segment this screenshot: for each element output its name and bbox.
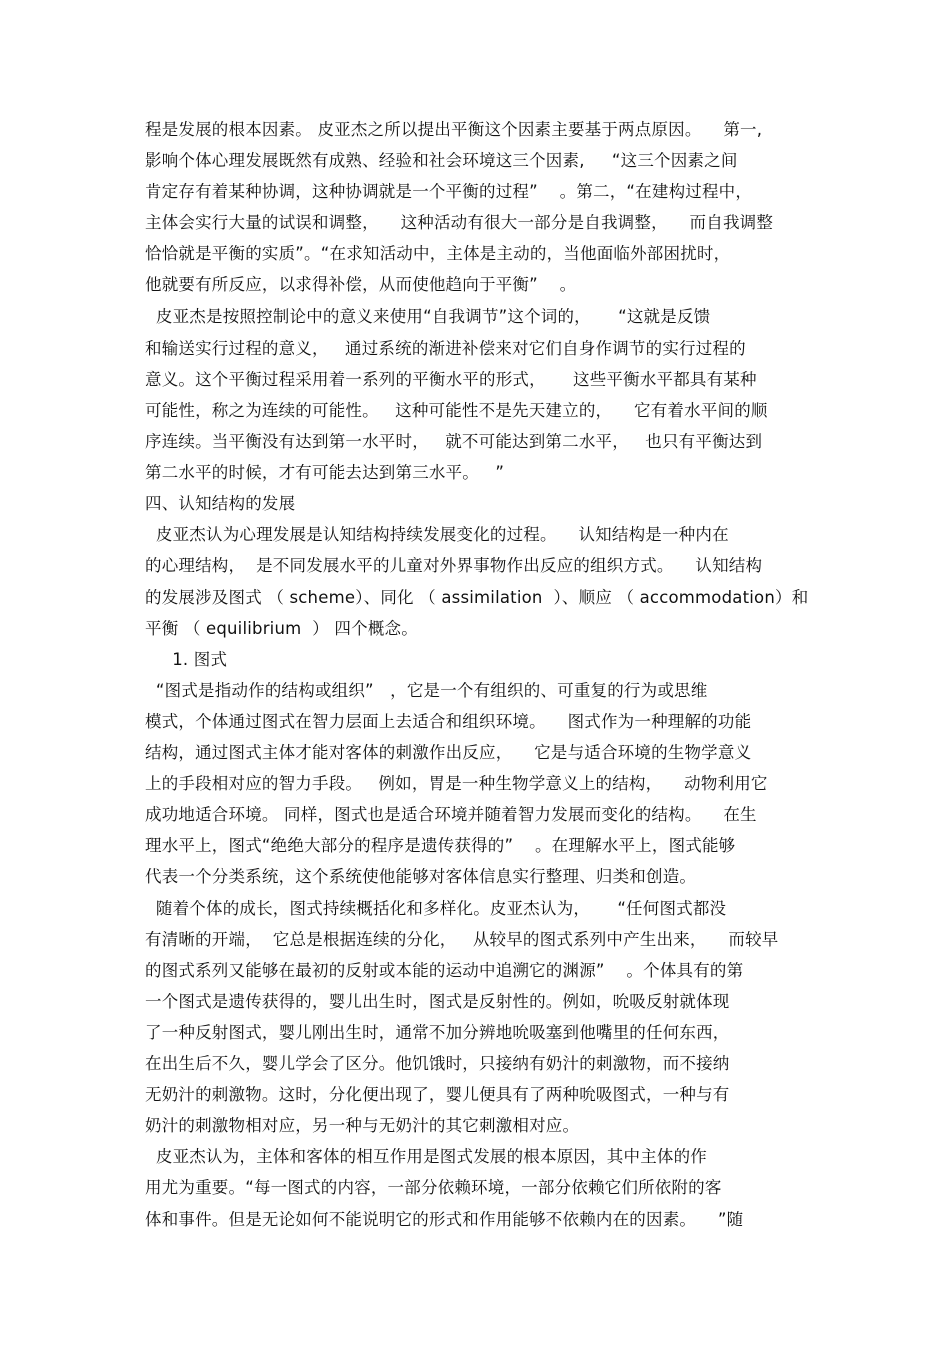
text-line: 的图式系列又能够在最初的反射或本能的运动中追溯它的渊源” 。个体具有的第 xyxy=(145,961,744,980)
text-line: 上的手段相对应的智力手段。 例如，胃是一种生物学意义上的结构， 动物利用它 xyxy=(145,774,768,793)
text-line: 模式，个体通过图式在智力层面上去适合和组织环境。 图式作为一种理解的功能 xyxy=(145,712,752,731)
text-line: 用尤为重要。“每一图式的内容，一部分依赖环境，一部分依赖它们所依附的客 xyxy=(145,1178,722,1197)
text-line: 代表一个分类系统，这个系统使他能够对客体信息实行整理、归类和创造。 xyxy=(145,867,697,886)
text-line: 影响个体心理发展既然有成熟、经验和社会环境这三个因素, “这三个因素之间 xyxy=(145,151,738,170)
text-line: 程是发展的根本因素。 皮亚杰之所以提出平衡这个因素主要基于两点原因。 第一, xyxy=(145,120,763,139)
text-line: 理水平上，图式“绝绝大部分的程序是遗传获得的” 。在理解水平上，图式能够 xyxy=(145,836,736,855)
subsection-heading: 1. 图式 xyxy=(145,650,228,669)
text-line: 可能性，称之为连续的可能性。 这种可能性不是先天建立的， 它有着水平间的顺 xyxy=(145,401,768,420)
text-line: 第二水平的时候，才有可能去达到第三水平。 ” xyxy=(145,463,505,482)
text-line: 序连续。当平衡没有达到第一水平时， 就不可能达到第二水平， 也只有平衡达到 xyxy=(145,432,763,451)
text-line: 皮亚杰认为心理发展是认知结构持续发展变化的过程。 认知结构是一种内在 xyxy=(145,525,729,544)
text-line: 体和事件。但是无论如何不能说明它的形式和作用能够不依赖内在的因素。 ”随 xyxy=(145,1210,744,1229)
text-line: 皮亚杰是按照控制论中的意义来使用“自我调节”这个词的， “这就是反馈 xyxy=(145,307,711,326)
text-line: 平衡 （ equilibrium ） 四个概念。 xyxy=(145,619,418,638)
text-line: 结构，通过图式主体才能对客体的刺激作出反应， 它是与适合环境的生物学意义 xyxy=(145,743,752,762)
text-line: 和输送实行过程的意义， 通过系统的渐进补偿来对它们自身作调节的实行过程的 xyxy=(145,339,746,358)
text-line: 无奶汁的刺激物。这时，分化便出现了，婴儿便具有了两种吮吸图式，一种与有 xyxy=(145,1085,730,1104)
section-heading: 四、认知结构的发展 xyxy=(145,494,296,513)
text-line: “图式是指动作的结构或组织” ，它是一个有组织的、可重复的行为或思维 xyxy=(145,681,708,700)
text-line: 了一种反射图式，婴儿刚出生时，通常不加分辨地吮吸塞到他嘴里的任何东西， xyxy=(145,1023,730,1042)
text-line: 恰恰就是平衡的实质”。“在求知活动中，主体是主动的，当他面临外部困扰时， xyxy=(145,244,731,263)
text-line: 的心理结构， 是不同发展水平的儿童对外界事物作出反应的组织方式。 认知结构 xyxy=(145,556,763,575)
text-line: 肯定存有着某种协调，这种协调就是一个平衡的过程” 。第二，“在建构过程中， xyxy=(145,182,753,201)
text-line: 他就要有所反应，以求得补偿，从而使他趋向于平衡” 。 xyxy=(145,275,577,294)
text-line: 一个图式是遗传获得的，婴儿出生时，图式是反射性的。例如，吮吸反射就体现 xyxy=(145,992,730,1011)
text-line: 意义。这个平衡过程采用着一系列的平衡水平的形式， 这些平衡水平都具有某种 xyxy=(145,370,757,389)
text-line: 随着个体的成长，图式持续概括化和多样化。皮亚杰认为， “任何图式都没 xyxy=(145,899,727,918)
text-line: 有清晰的开端， 它总是根据连续的分化， 从较早的图式系列中产生出来， 而较早 xyxy=(145,930,779,949)
text-line: 成功地适合环境。 同样，图式也是适合环境并随着智力发展而变化的结构。 在生 xyxy=(145,805,757,824)
text-line: 在出生后不久，婴儿学会了区分。他饥饿时，只接纳有奶汁的刺激物，而不接纳 xyxy=(145,1054,730,1073)
text-line: 的发展涉及图式 （ scheme）、同化 （ assimilation ）、顺应 （ accommodation）和 xyxy=(145,588,809,607)
text-line: 皮亚杰认为，主体和客体的相互作用是图式发展的根本原因，其中主体的作 xyxy=(145,1147,707,1166)
text-line: 主体会实行大量的试误和调整， 这种活动有很大一部分是自我调整， 而自我调整 xyxy=(145,213,774,232)
text-line: 奶汁的刺激物相对应，另一种与无奶汁的其它刺激相对应。 xyxy=(145,1116,580,1135)
